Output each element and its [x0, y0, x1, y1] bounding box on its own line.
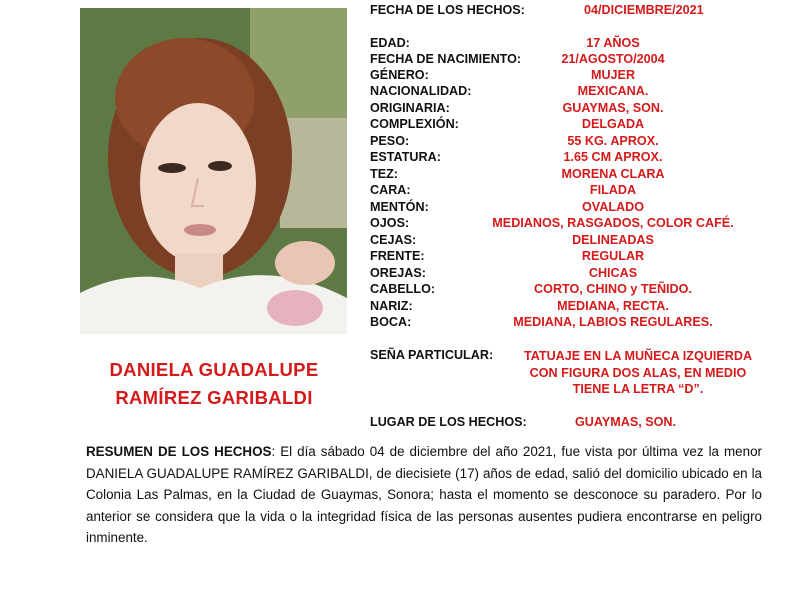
detail-label-estatura: ESTATURA:: [370, 150, 441, 164]
resumen-text: : El día sábado 04 de diciembre del año 2021, fue vista por última vez la menor DANIELA GUADALUPE RAMÍREZ GARIBALDI, de diecisiete (17) años de edad, salió del domicilio ubicado en la Colonia Las Palmas, en la Ciudad de Guaymas, Sonora; hasta el momento se desconoce su paradero. Por lo anterior se considera que la vida o la integridad física de las personas ausentes pudiera encontrarse en peligro inminente.: [86, 444, 762, 546]
detail-value-cara: FILADA: [589, 183, 637, 197]
person-name-line2: RAMÍREZ GARIBALDI: [115, 387, 313, 408]
person-name-line1: DANIELA GUADALUPE: [109, 359, 319, 380]
detail-value-ojos: MEDIANOS, RASGADOS, COLOR CAFÉ.: [492, 216, 734, 230]
detail-label-originaria: ORIGINARIA:: [370, 101, 450, 115]
detail-label-menton: MENTÓN:: [370, 200, 429, 214]
detail-label-orejas: OREJAS:: [370, 266, 426, 280]
detail-value-boca: MEDIANA, LABIOS REGULARES.: [513, 315, 713, 329]
detail-value-cabello: CORTO, CHINO y TEÑIDO.: [534, 282, 692, 296]
detail-label-cejas: CEJAS:: [370, 233, 417, 247]
detail-value-orejas: CHICAS: [588, 266, 638, 280]
detail-label-nariz: NARIZ:: [370, 299, 413, 313]
sena-particular-label: SEÑA PARTICULAR:: [370, 348, 494, 362]
detail-value-fecha-nacimiento: 21/AGOSTO/2004: [561, 52, 665, 66]
detail-label-cara: CARA:: [370, 183, 411, 197]
detail-value-complexion: DELGADA: [581, 117, 645, 131]
detail-value-nacionalidad: MEXICANA.: [577, 84, 649, 98]
sena-particular-value: TATUAJE EN LA MUÑECA IZQUIERDA CON FIGURA DOS ALAS, EN MEDIO TIENE LA LETRA “D”.: [523, 349, 753, 396]
detail-value-estatura: 1.65 CM APROX.: [563, 150, 663, 164]
detail-value-frente: REGULAR: [581, 249, 645, 263]
detail-label-boca: BOCA:: [370, 315, 412, 329]
detail-label-frente: FRENTE:: [370, 249, 425, 263]
person-photo: [80, 8, 347, 334]
detail-label-peso: PESO:: [370, 134, 410, 148]
detail-value-tez: MORENA CLARA: [561, 167, 665, 181]
detail-label-ojos: OJOS:: [370, 216, 410, 230]
detail-label-complexion: COMPLEXIÓN:: [370, 117, 459, 131]
person-name: [66, 356, 362, 412]
detail-label-cabello: CABELLO:: [370, 282, 436, 296]
lugar-hechos-label: LUGAR DE LOS HECHOS:: [370, 415, 527, 429]
detail-value-menton: OVALADO: [581, 200, 645, 214]
detail-label-fecha-nacimiento: FECHA DE NACIMIENTO:: [370, 52, 522, 66]
detail-label-genero: GÉNERO:: [370, 68, 429, 82]
detail-value-edad: 17 AÑOS: [586, 36, 640, 50]
fecha-hechos-label: FECHA DE LOS HECHOS:: [370, 3, 525, 17]
detail-value-originaria: GUAYMAS, SON.: [562, 101, 664, 115]
resumen-paragraph: [86, 441, 762, 549]
lugar-hechos-value: GUAYMAS, SON.: [575, 415, 677, 429]
fecha-hechos-value: 04/DICIEMBRE/2021: [584, 3, 704, 17]
detail-value-genero: MUJER: [590, 68, 636, 82]
detail-value-nariz: MEDIANA, RECTA.: [557, 299, 669, 313]
detail-label-tez: TEZ:: [370, 167, 398, 181]
detail-label-nacionalidad: NACIONALIDAD:: [370, 84, 472, 98]
detail-label-edad: EDAD:: [370, 36, 410, 50]
resumen-label: RESUMEN DE LOS HECHOS: [86, 444, 272, 459]
detail-value-peso: 55 KG. APROX.: [567, 134, 659, 148]
detail-value-cejas: DELINEADAS: [572, 233, 654, 247]
